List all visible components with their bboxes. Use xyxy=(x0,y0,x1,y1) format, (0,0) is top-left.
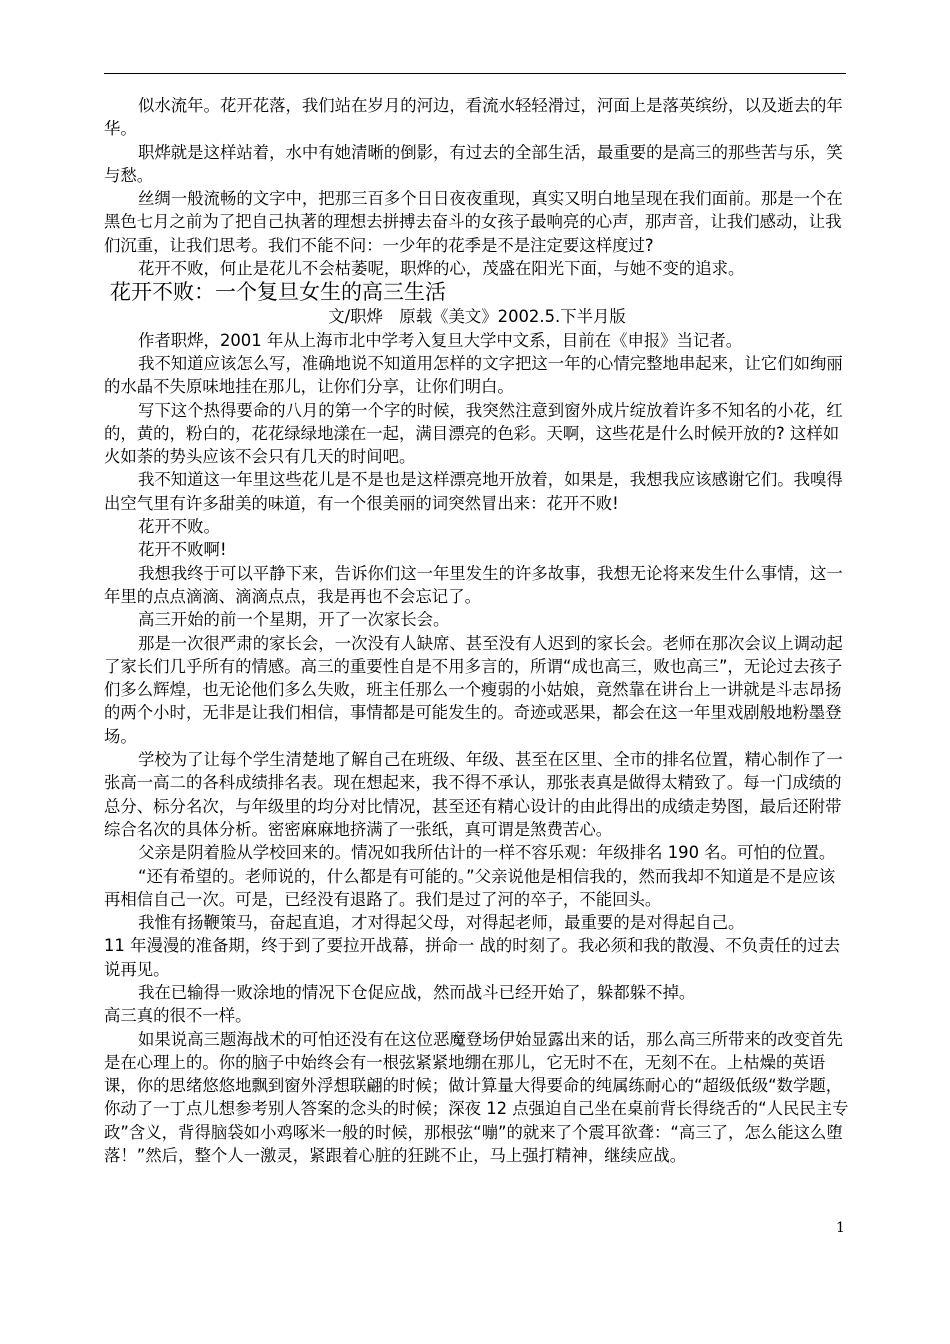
article-paragraph: 高三真的很不一样。 xyxy=(104,1006,252,1026)
article-title: 花开不败：一个复旦女生的高三生活 xyxy=(110,280,446,305)
article-paragraph: 父亲是阴着脸从学校回来的。情况如我所估计的一样不容乐观：年级排名 190 名。可怕的位置。 xyxy=(138,843,836,863)
article-paragraph: 我在已输得一败涂地的情况下仓促应战，然而战斗已经开始了，躲都躲不掉。 xyxy=(138,982,696,1002)
article-byline: 文/职烨 原载《美文》2002.5.下半月版 xyxy=(328,307,626,327)
article-paragraph: 如果说高三题海战术的可怕还没有在这位恶魔登场伊始显露出来的话，那么高三所带来的改变首先是在心理上的。你的脑子中始终会有一根弦紧紧地绷在那儿，它无时不在，无刻不在。上枯燥的英语课，你的思绪悠悠地飘到窗外浮想联翩的时候；做计算量大得要命的纯属练耐心的“超级低级“数学题，你动了一丁点儿想参考别人答案的念头的时候；深夜 12 点强迫自己坐在桌前背长得绕舌的“人民民主专政”含义，背得脑袋如小鸡啄米一般的时候，那根弦“嘣”的就来了个震耳欲聋：“高三了，怎么能这么堕落！”然后，整个人一激灵，紧跟着心脏的狂跳不止，马上强打精神，继续应战。 xyxy=(104,1029,849,1166)
article-paragraph: 学校为了让每个学生清楚地了解自己在班级、年级、甚至在区里、全市的排名位置，精心制作了一张高一高二的各科成绩排名表。现在想起来，我不得不承认，那张表真是做得太精致了。每一门成绩的总分、标分名次，与年级里的均分对比情况，甚至还有精心设计的由此得出的成绩走势图，最后还附带综合名次的具体分析。密密麻麻地挤满了一张纸，真可谓是煞费苦心。 xyxy=(104,750,843,839)
intro-paragraph: 职烨就是这样站着，水中有她清晰的倒影，有过去的全部生活，最重要的是高三的那些苦与乐，笑与愁。 xyxy=(104,142,843,185)
article-paragraph: 那是一次很严肃的家长会，一次没有人缺席、甚至没有人迟到的家长会。老师在那次会议上调动起了家长们几乎所有的情感。高三的重要性自是不用多言的，所谓“成也高三，败也高三”，无论过去孩子们多么辉煌，也无论他们多么失败，班主任那么一个瘦弱的小姑娘，竟然靠在讲台上一讲就是斗志昂扬的两个小时，无非是让我们相信，事情都是可能发生的。奇迹或恶果，都会在这一年里戏剧般地粉墨登场。 xyxy=(104,633,843,746)
page-content xyxy=(104,94,850,1167)
article-paragraph: 作者职烨，2001 年从上海市北中学考入复旦大学中文系，目前在《申报》当记者。 xyxy=(138,330,743,350)
intro-paragraph: 花开不败，何止是花儿不会枯萎呢，职烨的心，茂盛在阳光下面，与她不变的追求。 xyxy=(138,259,745,279)
article-paragraph: “还有希望的。老师说的，什么都是有可能的。”父亲说他是相信我的，然而我却不知道是不是应该再相信自己一次。可是，已经没有退路了。我们是过了河的卒子，不能回头。 xyxy=(104,866,836,909)
intro-paragraph: 丝绸一般流畅的文字中，把那三百多个日日夜夜重现，真实又明白地呈现在我们面前。那是一个在黑色七月之前为了把自己执著的理想去拼搏去奋斗的女孩子最响亮的心声，那声音，让我们感动，让我们沉重，让我们思考。我们不能不问：一少年的花季是不是注定要这样度过? xyxy=(104,189,843,255)
page-number: 1 xyxy=(836,1220,845,1236)
intro-paragraph: 似水流年。花开花落，我们站在岁月的河边，看流水轻轻滑过，河面上是落英缤纷，以及逝去的年华。 xyxy=(104,96,843,139)
article-paragraph: 写下这个热得要命的八月的第一个字的时候，我突然注意到窗外成片绽放着许多不知名的小花，红的，黄的，粉白的，花花绿绿地漾在一起，满目漂亮的色彩。天啊，这些花是什么时候开放的? 这样如火如荼的势头应该不会只有几天的时间吧。 xyxy=(104,400,843,467)
article-paragraph: 高三开始的前一个星期，开了一次家长会。 xyxy=(138,610,450,630)
article-paragraph: 花开不败啊! xyxy=(138,540,227,560)
article-paragraph: 11 年漫漫的准备期，终于到了要拉开战幕，拼命一 战的时刻了。我必须和我的散漫、不负责任的过去说再见。 xyxy=(104,936,841,979)
intro-section xyxy=(104,94,850,280)
header-rule xyxy=(104,73,846,74)
article-paragraph: 我惟有扬鞭策马，奋起直追，才对得起父母，对得起老师，最重要的是对得起自己。 xyxy=(138,913,745,933)
article-paragraph: 我想我终于可以平静下来，告诉你们这一年里发生的许多故事，我想无论将来发生什么事情，这一年里的点点滴滴、滴滴点点，我是再也不会忘记了。 xyxy=(104,563,843,606)
article-paragraph: 花开不败。 xyxy=(138,517,220,537)
article-body xyxy=(104,329,850,1168)
article-paragraph: 我不知道这一年里这些花儿是不是也是这样漂亮地开放着，如果是，我想我应该感谢它们。我嗅得出空气里有许多甜美的味道，有一个很美丽的词突然冒出来：花开不败! xyxy=(104,470,843,513)
article-paragraph: 我不知道应该怎么写，准确地说不知道用怎样的文字把这一年的心情完整地串起来，让它们如绚丽的水晶不失原味地挂在那儿，让你们分享，让你们明白。 xyxy=(104,353,843,397)
